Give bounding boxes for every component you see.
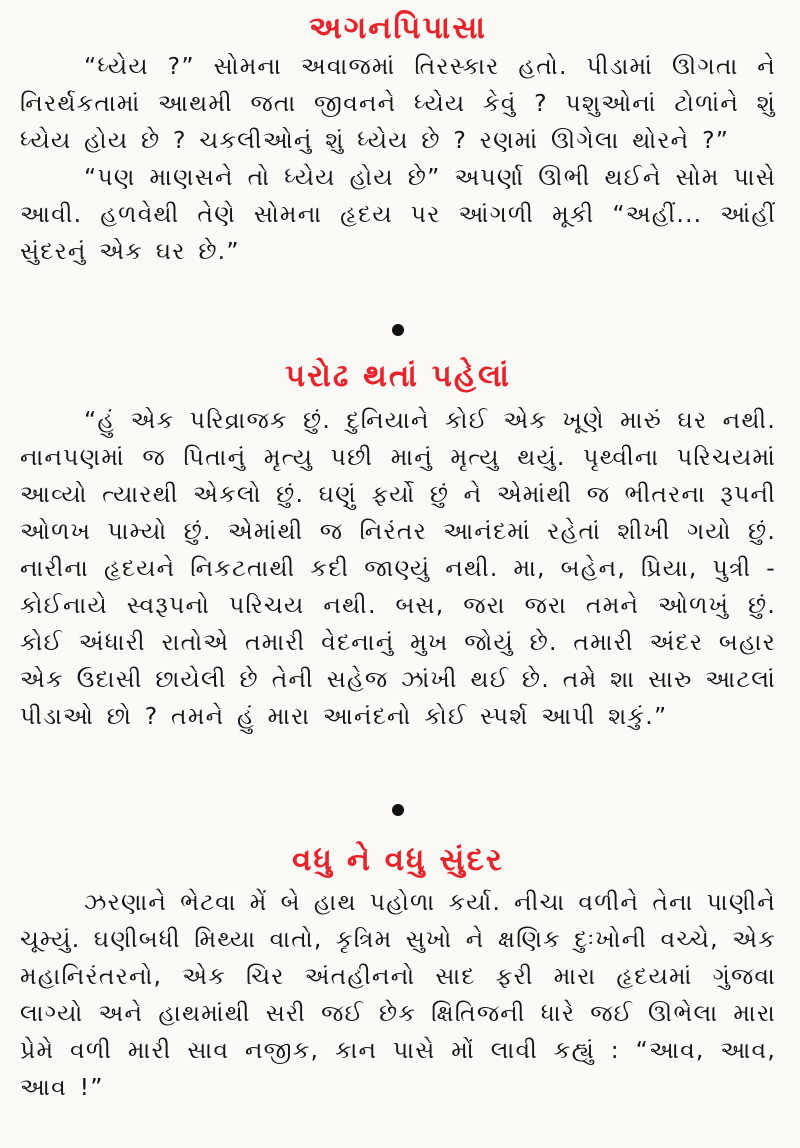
- section-parodh-thata-pahela: [20, 356, 776, 788]
- section-divider-bullet: [392, 324, 404, 336]
- paragraph: “પણ માણસને તો ધ્યેય હોય છે” અપર્ણા ઊભી થઈને સોમ પાસે આવી. હળવેથી તેણે સોમના હૃદય પર આંગળી મૂકી “અહીં... આંહીં સુંદરનું એક ઘર છે.”: [20, 163, 776, 265]
- section-title: પરોઢ થતાં પહેલાં: [284, 358, 511, 394]
- section-agnipipasa: [20, 8, 776, 316]
- paragraph: ઝરણાને ભેટવા મેં બે હાથ પહોળા કર્યા. નીચા વળીને તેના પાણીને ચૂમ્યું. ઘણીબધી મિથ્યા વાતો, કૃત્રિમ સુખો ને ક્ષણિક દુઃખોની વચ્ચે, એક મહાનિરંતરનો, એક ચિર અંતહીનનો સાદ ફરી મારા હૃદયમાં ગુંજવા લાગ્યો અને હાથમાંથી સરી જઈ છેક ક્ષિતિજની ધારે જઈ ઊભેલા મારા પ્રેમે વળી મારી સાવ નજીક, કાન પાસે મોં લાવી કહ્યું : “આવ, આવ, આવ !”: [20, 888, 776, 1101]
- section-title: વધુ ને વધુ સુંદર: [292, 842, 504, 878]
- section-vadhu-ne-vadhu-sundar: [20, 840, 776, 1106]
- paragraph: “હું એક પરિવ્રાજક છું. દુનિયાને કોઈ એક ખૂણે મારું ઘર નથી. નાનપણમાં જ પિતાનું મૃત્યુ પછી માનું મૃત્યુ થયું. પૃથ્વીના પરિચયમાં આવ્યો ત્યારથી એકલો છું. ઘણું ફર્યો છું ને એમાંથી જ ભીતરના રૂપની ઓળખ પામ્યો છું. એમાંથી જ નિરંતર આનંદમાં રહેતાં શીખી ગયો છું. નારીના હૃદયને નિકટતાથી કદી જાણ્યું નથી. મા, બહેન, પ્રિયા, પુત્રી - કોઈનાયે સ્વરૂપનો પરિચય નથી. બસ, જરા જરા તમને ઓળખું છું. કોઈ અંધારી રાતોએ તમારી વેદનાનું મુખ જોયું છે. તમારી અંદર બહાર એક ઉદાસી છાયેલી છે તેની સહેજ ઝાંખી થઈ છે. તમે શા સારુ આટલાં પીડાઓ છો ? તમને હું મારા આનંદનો કોઈ સ્પર્શ આપી શકું.”: [20, 406, 776, 730]
- section-title: અગનપિપાસા: [309, 10, 487, 46]
- paragraph: “ધ્યેય ?” સોમના અવાજમાં તિરસ્કાર હતો. પીડામાં ઊગતા ને નિરર્થકતામાં આથમી જતા જીવનને ધ્યેય કેવું ? પશુઓનાં ટોળાંને શું ધ્યેય હોય છે ? ચકલીઓનું શું ધ્યેય છે ? રણમાં ઊગેલા થોરને ?”: [20, 52, 776, 154]
- section-divider-bullet: [392, 804, 404, 816]
